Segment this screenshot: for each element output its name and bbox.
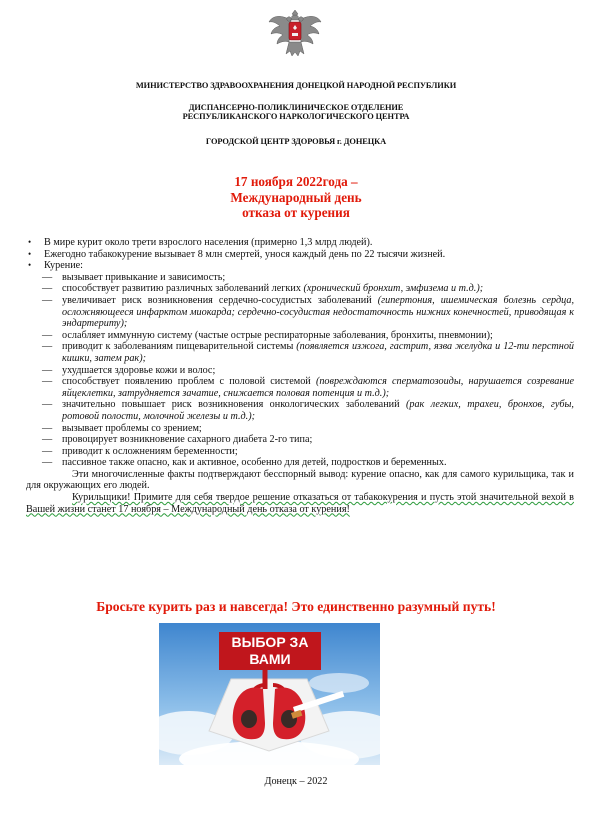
effect-item xyxy=(42,457,574,469)
ministry-heading: МИНИСТЕРСТВО ЗДРАВООХРАНЕНИЯ ДОНЕЦКОЙ НАРОДНОЙ РЕСПУБЛИКИ xyxy=(135,81,457,90)
effect-text: пассивное также опасно, как и активное, особенно для детей, подростков и беременных. xyxy=(62,457,447,469)
poster-title: ВЫБОР ЗА ВАМИ xyxy=(219,632,321,670)
dash-marker: — xyxy=(42,283,53,295)
effect-note: (хронический бронхит, эмфизема и т.д.); xyxy=(303,283,484,295)
effect-text: ухудшается здоровье кожи и волос; xyxy=(62,364,216,376)
dash-marker: — xyxy=(42,457,53,469)
effect-text: вызывает привыкание и зависимость; xyxy=(62,271,226,283)
dash-marker: — xyxy=(42,271,53,283)
bullet-marker: • xyxy=(28,248,32,259)
bullet-marker: • xyxy=(28,237,32,247)
bullet-marker: • xyxy=(28,260,32,271)
fact-item: • В мире курит около трети взрослого населения (примерно 1,3 млрд людей). xyxy=(28,237,373,248)
effect-item xyxy=(42,376,574,399)
health-center-heading: ГОРОДСКОЙ ЦЕНТР ЗДОРОВЬЯ г. ДОНЕЦКА xyxy=(205,137,387,146)
effect-item xyxy=(42,365,574,377)
effect-item xyxy=(42,295,574,330)
slogan: Бросьте курить раз и навсегда! Это единственно разумный путь! xyxy=(96,599,496,614)
dash-marker: — xyxy=(42,294,53,306)
department-heading-line1: ДИСПАНСЕРНО-ПОЛИКЛИНИЧЕСКОЕ ОТДЕЛЕНИЕ xyxy=(188,103,404,112)
event-date: 17 ноября 2022года – xyxy=(234,174,358,189)
quit-smoking-poster xyxy=(159,623,380,765)
fact-item: • Курение: xyxy=(28,260,83,272)
effect-text: приводит к осложнениям беременности; xyxy=(62,445,238,457)
effect-note: (появляется изжога, гастрит, язва желудка и 12-ти перстной кишки, затем рак); xyxy=(62,341,575,364)
effect-item xyxy=(42,399,574,422)
dash-marker: — xyxy=(42,399,53,411)
effect-text: вызывает проблемы со зрением; xyxy=(62,422,202,434)
dash-marker: — xyxy=(42,434,53,446)
effect-item xyxy=(42,341,574,364)
dash-marker: — xyxy=(42,422,53,434)
event-title xyxy=(0,174,592,221)
effect-text: значительно повышает риск возникновения онкологических заболеваний xyxy=(62,399,406,411)
effect-note: (повреждаются сперматозоиды, нарушается созревание яйцеклетки, затрудняется зачатие, снижается половая потенция и т.д.); xyxy=(62,376,574,399)
event-name-line2: отказа от курения xyxy=(242,205,350,220)
effect-text: способствует развитию различных заболеваний легких xyxy=(62,283,304,295)
effect-item xyxy=(42,434,574,446)
facts-list xyxy=(26,237,574,515)
footer-place-year: Донецк – 2022 xyxy=(264,776,328,787)
department-heading-line2: РЕСПУБЛИКАНСКОГО НАРКОЛОГИЧЕСКОГО ЦЕНТРА xyxy=(182,112,410,121)
smoking-effects-list xyxy=(26,272,574,469)
effect-text: способствует появлению проблем с половой системой xyxy=(62,376,316,388)
effect-item xyxy=(42,446,574,458)
effect-text: провоцирует возникновение сахарного диабета 2-го типа; xyxy=(62,434,313,446)
fact-item: • Ежегодно табакокурение вызывает 8 млн смертей, унося каждый день по 22 тысячи жизней. xyxy=(28,248,446,260)
appeal-paragraph: Курильщики! Примите для себя твердое решение отказаться от табакокурения и пусть этой значительной вехой в Вашей жизни станет 17 ноября – Международный день отказа от курения! xyxy=(26,492,574,515)
effect-item xyxy=(42,423,574,435)
dash-marker: — xyxy=(42,329,53,341)
effect-text: ослабляет иммунную систему (частые острые респираторные заболевания, бронхиты, пневмонии); xyxy=(62,329,493,341)
event-name-line1: Международный день xyxy=(230,189,362,205)
coat-of-arms-emblem xyxy=(266,6,324,62)
effect-item xyxy=(42,272,574,284)
effect-item xyxy=(42,330,574,342)
dash-marker: — xyxy=(42,364,53,376)
effect-note: (рак легких, трахеи, бронхов, губы, ротовой полости, молочной железы и т.д.); xyxy=(62,399,574,422)
dash-marker: — xyxy=(42,341,53,353)
conclusion-paragraph: Эти многочисленные факты подтверждают бесспорный вывод: курение опасно, как для самого курильщика, так и для окружающих его людей. xyxy=(26,468,574,492)
effect-note: (гипертония, ишемическая болезнь сердца, осложняющееся инфарктом миокарда; сердечно-сосудистая недостаточность нижних конечностей, приводящая к эндартериту); xyxy=(62,294,574,330)
effect-text: увеличивает риск возникновения сердечно-сосудистых заболеваний xyxy=(62,294,378,306)
effect-item xyxy=(42,283,574,295)
effect-text: приводит к заболеваниям пищеварительной системы xyxy=(62,341,297,353)
dash-marker: — xyxy=(42,445,53,457)
dash-marker: — xyxy=(42,376,53,388)
